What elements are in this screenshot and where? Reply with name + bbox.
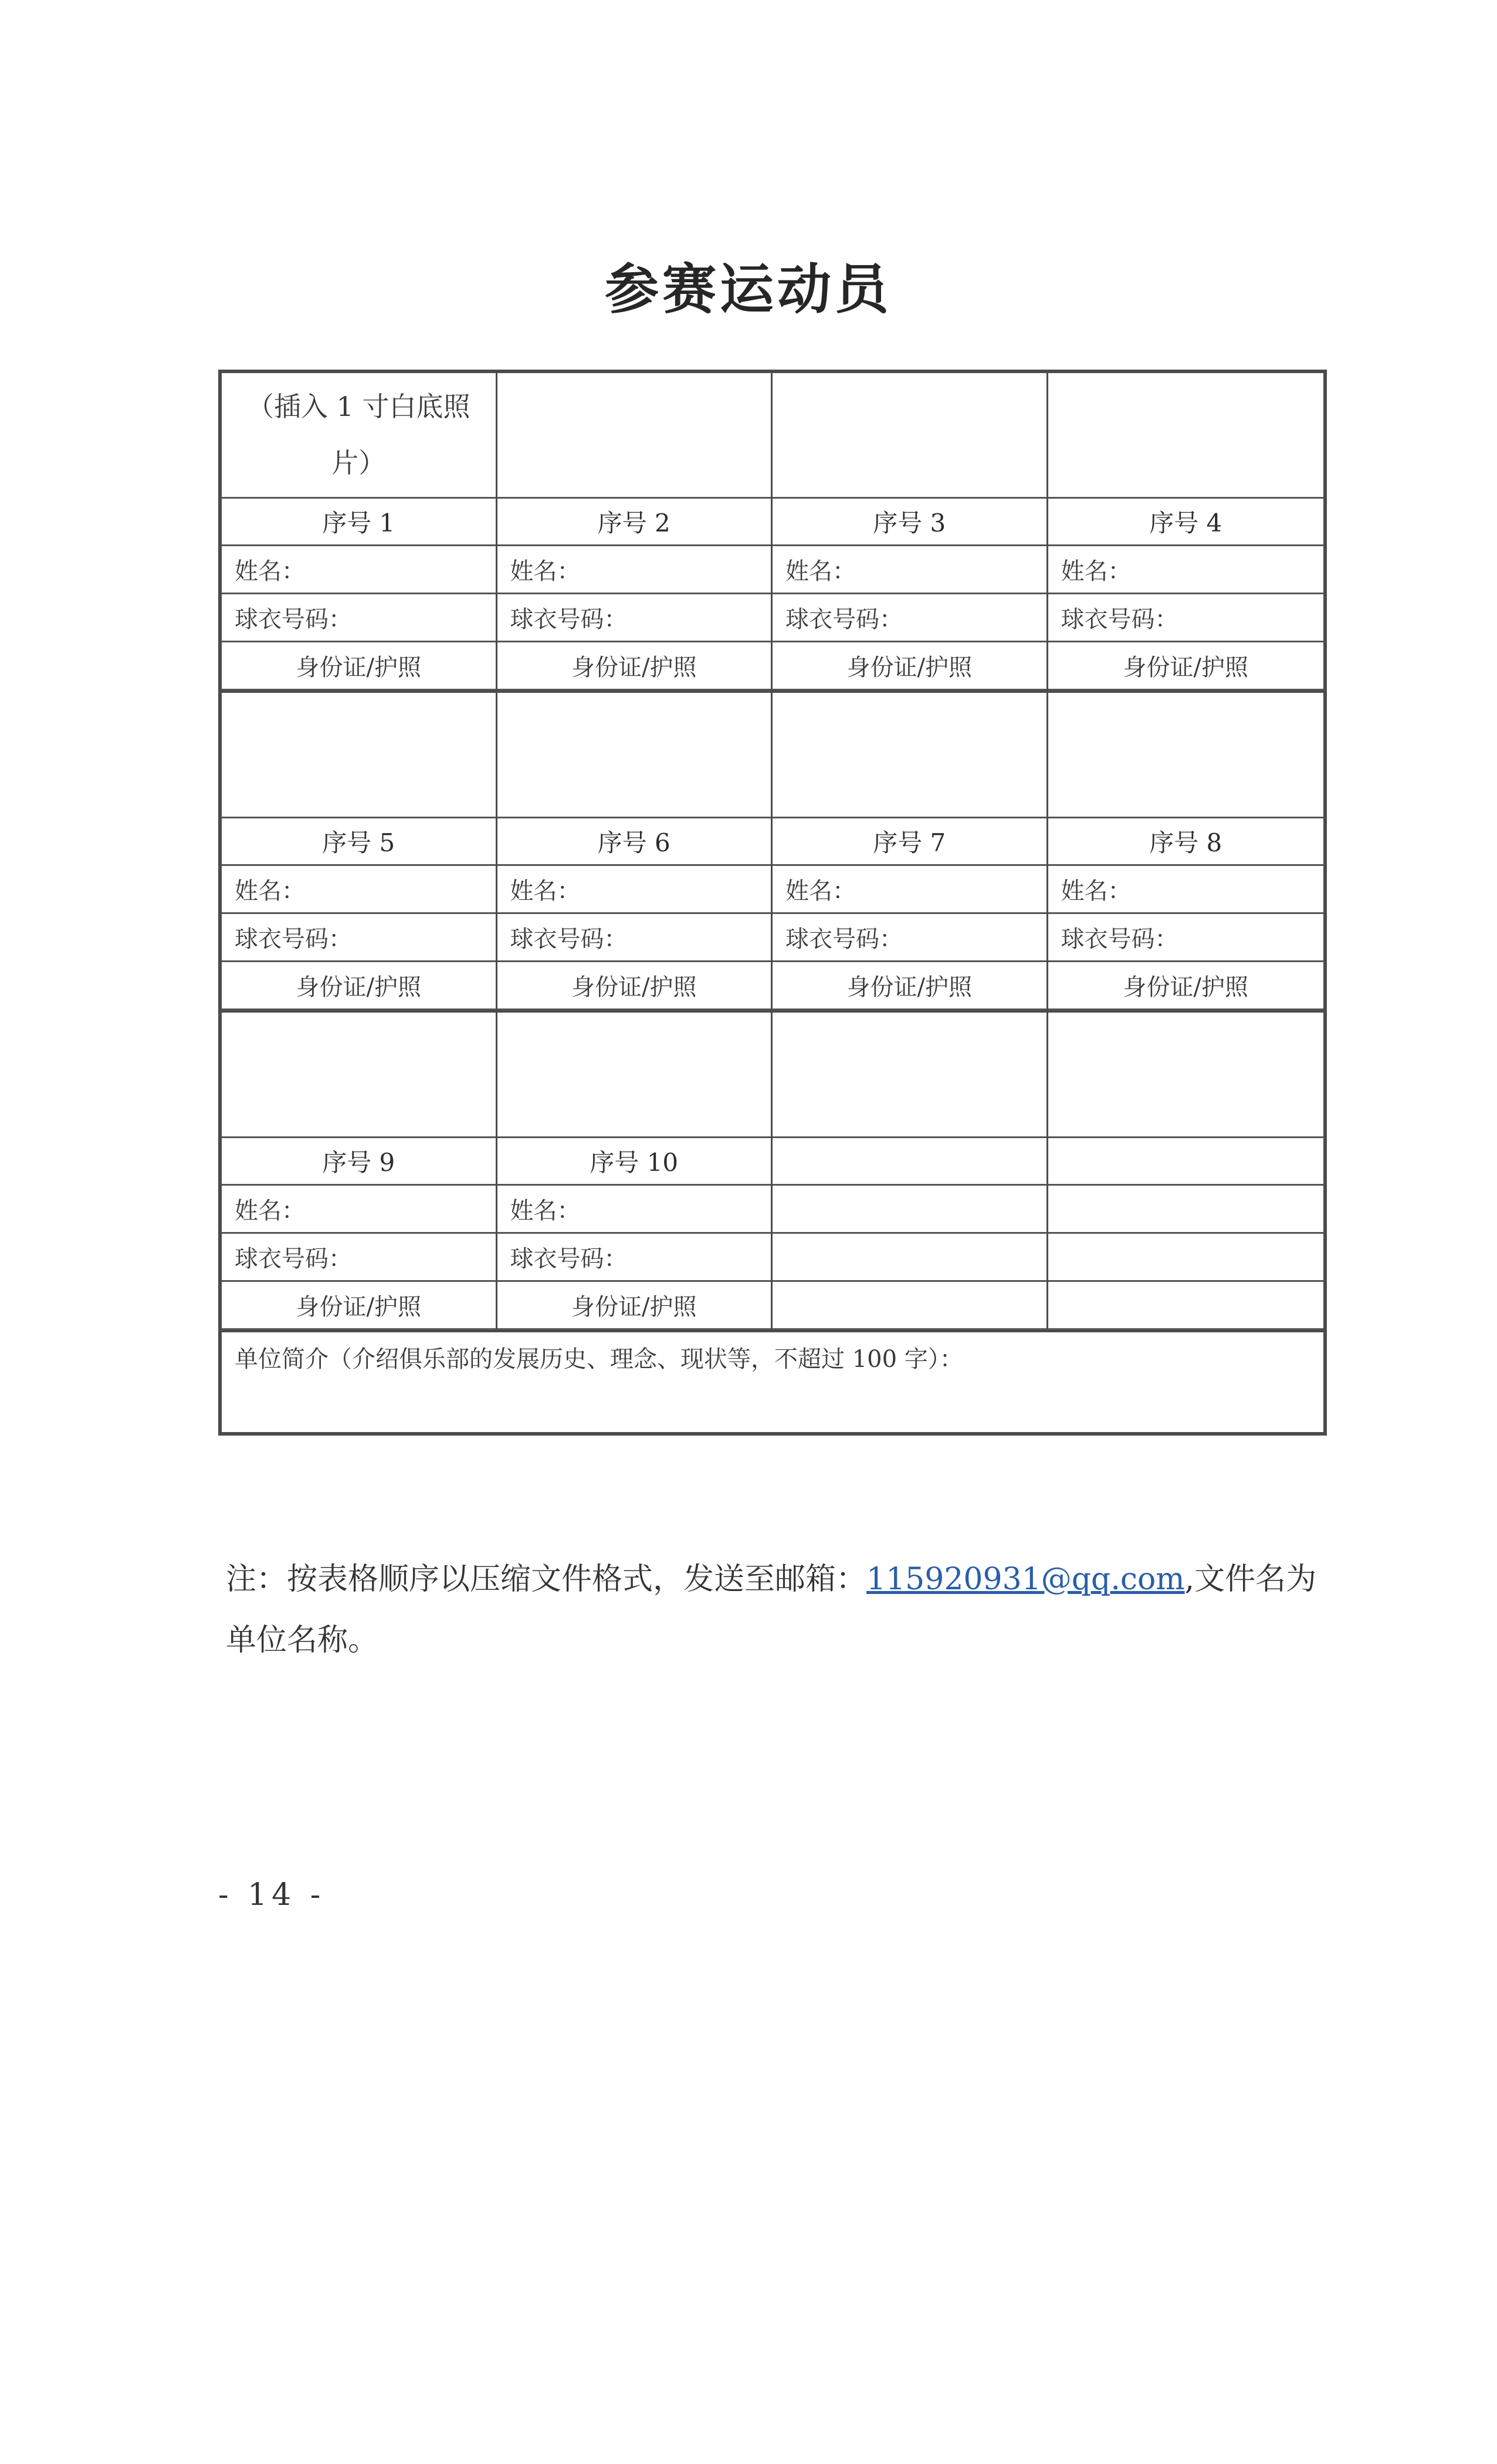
page-title: 参赛运动员: [604, 258, 892, 321]
empty-photo-slot: [1048, 1013, 1324, 1138]
id-label: 身份证/护照: [222, 962, 496, 1010]
seq-label: 序号 4: [1048, 499, 1324, 547]
jersey-field[interactable]: 球衣号码：: [497, 1234, 771, 1282]
empty-row: [1048, 1138, 1324, 1186]
jersey-field[interactable]: 球衣号码：: [222, 1234, 496, 1282]
unit-introduction-field[interactable]: 单位简介（介绍俱乐部的发展历史、理念、现状等，不超过 100 字）：: [235, 1346, 963, 1373]
photo-slot[interactable]: [1048, 373, 1324, 499]
empty-row: [1048, 1186, 1324, 1234]
seq-label: 序号 9: [222, 1138, 496, 1186]
athlete-cell-2: [497, 373, 773, 693]
note-prefix: 注：按表格顺序以压缩文件格式，发送至邮箱：: [226, 1562, 867, 1597]
jersey-field[interactable]: 球衣号码：: [773, 914, 1046, 962]
seq-label: 序号 2: [497, 499, 771, 547]
empty-cell: [773, 1013, 1048, 1332]
id-label: 身份证/护照: [1048, 642, 1324, 691]
name-field[interactable]: 姓名：: [773, 866, 1046, 914]
empty-row: [773, 1138, 1046, 1186]
name-field[interactable]: 姓名：: [497, 866, 771, 914]
name-field[interactable]: 姓名：: [1048, 866, 1324, 914]
email-link[interactable]: 115920931@qq.com: [866, 1562, 1185, 1597]
athlete-cell-1: [222, 373, 497, 693]
photo-slot[interactable]: [773, 373, 1046, 499]
athlete-cell-6: [497, 693, 773, 1013]
seq-label: 序号 5: [222, 818, 496, 867]
empty-row: [773, 1282, 1046, 1330]
athlete-cell-8: [1048, 693, 1324, 1013]
athlete-cell-5: [222, 693, 497, 1013]
page-number: - 14 -: [218, 1877, 326, 1913]
id-label: 身份证/护照: [773, 962, 1046, 1010]
empty-row: [1048, 1234, 1324, 1282]
note-suffix: ,文件名为单位名称。: [226, 1562, 1317, 1658]
seq-label: 序号 1: [222, 499, 496, 547]
submission-note: [226, 1549, 1317, 1671]
jersey-field[interactable]: 球衣号码：: [773, 594, 1046, 642]
empty-row: [773, 1234, 1046, 1282]
photo-slot[interactable]: [497, 693, 771, 818]
id-label: 身份证/护照: [222, 642, 496, 691]
athlete-cell-10: [497, 1013, 773, 1332]
name-field[interactable]: 姓名：: [222, 1186, 496, 1234]
athlete-cell-7: [773, 693, 1048, 1013]
jersey-field[interactable]: 球衣号码：: [497, 914, 771, 962]
photo-slot[interactable]: [497, 1013, 771, 1138]
id-label: 身份证/护照: [497, 962, 771, 1010]
photo-slot[interactable]: （插入 1 寸白底照片）: [222, 373, 496, 499]
id-label: 身份证/护照: [497, 642, 771, 691]
id-label: 身份证/护照: [222, 1282, 496, 1330]
empty-photo-slot: [773, 1013, 1046, 1138]
jersey-field[interactable]: 球衣号码：: [1048, 594, 1324, 642]
athlete-cell-4: [1048, 373, 1324, 693]
athlete-cell-9: [222, 1013, 497, 1332]
id-label: 身份证/护照: [1048, 962, 1324, 1010]
jersey-field[interactable]: 球衣号码：: [222, 594, 496, 642]
photo-slot[interactable]: [773, 693, 1046, 818]
name-field[interactable]: 姓名：: [222, 866, 496, 914]
name-field[interactable]: 姓名：: [497, 1186, 771, 1234]
seq-label: 序号 10: [497, 1138, 771, 1186]
id-label: 身份证/护照: [773, 642, 1046, 691]
seq-label: 序号 6: [497, 818, 771, 867]
name-field[interactable]: 姓名：: [1048, 546, 1324, 594]
jersey-field[interactable]: 球衣号码：: [222, 914, 496, 962]
photo-slot[interactable]: [497, 373, 771, 499]
name-field[interactable]: 姓名：: [773, 546, 1046, 594]
seq-label: 序号 3: [773, 499, 1046, 547]
name-field[interactable]: 姓名：: [497, 546, 771, 594]
name-field[interactable]: 姓名：: [222, 546, 496, 594]
empty-row: [773, 1186, 1046, 1234]
empty-row: [1048, 1282, 1324, 1330]
photo-slot[interactable]: [1048, 693, 1324, 818]
athlete-cell-3: [773, 373, 1048, 693]
empty-cell: [1048, 1013, 1324, 1332]
athlete-table: [218, 370, 1327, 1436]
photo-slot[interactable]: [222, 693, 496, 818]
photo-slot[interactable]: [222, 1013, 496, 1138]
jersey-field[interactable]: 球衣号码：: [497, 594, 771, 642]
jersey-field[interactable]: 球衣号码：: [1048, 914, 1324, 962]
id-label: 身份证/护照: [497, 1282, 771, 1330]
seq-label: 序号 8: [1048, 818, 1324, 867]
seq-label: 序号 7: [773, 818, 1046, 867]
